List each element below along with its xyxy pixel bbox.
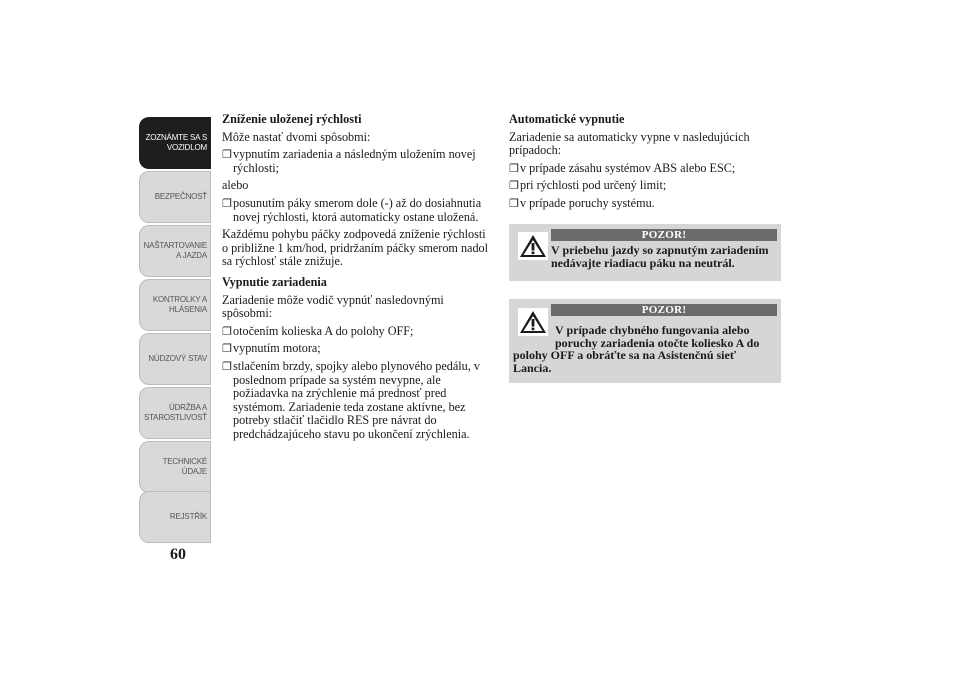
list-item-text: vypnutím zariadenia a následným uložením novej rýchlosti;	[233, 147, 476, 175]
page-number: 60	[170, 546, 186, 563]
warning-line: poruchy zariadenia otočte koliesko A do	[555, 335, 760, 350]
tab-label: ÚDRŽBA A STAROSTLIVOSŤ	[143, 403, 207, 422]
list-item-text: v prípade zásahu systémov ABS alebo ESC;	[520, 160, 736, 175]
checkbox-bullet-icon: ❐	[509, 197, 519, 210]
list-item	[222, 197, 494, 224]
checkbox-bullet-icon: ❐	[509, 180, 519, 193]
warning-box	[509, 224, 781, 281]
warning-triangle-icon	[518, 232, 548, 260]
tab-nastartovanie-a-jazda[interactable]	[139, 225, 211, 277]
list-item-text: vypnutím motora;	[233, 341, 321, 356]
tab-label: REJSTŘÍK	[169, 512, 207, 521]
warning-line: V prípade chybného fungovania alebo	[555, 323, 750, 337]
list-item	[222, 342, 494, 356]
warning-box	[509, 299, 781, 383]
tab-label: BEZPEČNOSŤ	[154, 192, 207, 201]
right-column	[509, 113, 781, 215]
checkbox-bullet-icon: ❐	[222, 360, 232, 373]
warning-line: polohy OFF a obráťte sa na Asistenčnú sieť Lancia.	[513, 348, 737, 375]
tab-label: NÚDZOVÝ STAV	[148, 354, 207, 363]
list-item-text: stlačením brzdy, spojky alebo plynového pedálu, v poslednom prípade sa systém nevypne, ale požiadavka na zrýchlenie má prednosť pred systémom. Zariadenie teda zostane aktívne, bez potreby stlačiť tlačidlo RES pre návrat do predchádzajúceho stavu po ukončení zrýchlenia.	[233, 358, 480, 441]
list-item	[509, 162, 781, 176]
list-item	[509, 179, 781, 193]
warning-text	[513, 324, 775, 374]
section-heading: Automatické vypnutie	[509, 112, 625, 126]
section-heading: Zníženie uloženej rýchlosti	[222, 112, 362, 126]
tab-rejstrik[interactable]	[139, 491, 211, 543]
tab-label: TECHNICKÉ ÚDAJE	[162, 457, 207, 476]
left-column	[222, 113, 494, 445]
paragraph: Zariadenie sa automaticky vypne v nasledujúcich prípadoch:	[509, 129, 750, 158]
list-item	[509, 197, 781, 211]
checkbox-bullet-icon: ❐	[222, 197, 232, 210]
tab-bezpecnost[interactable]	[139, 171, 211, 223]
tab-udrzba-a-starostlivost[interactable]	[139, 387, 211, 439]
paragraph: Každému pohybu páčky zodpovedá zníženie rýchlosti o približne 1 km/hod, pridržaním páčky smerom nadol sa rýchlosť stále znižuje.	[222, 227, 489, 269]
tab-label: KONTROLKY A HLÁSENIA	[152, 295, 207, 314]
list-item	[222, 148, 494, 175]
warning-title: POZOR!	[551, 229, 777, 241]
list-item-text: posunutím páky smerom dole (-) až do dosiahnutia novej rýchlosti, ktorá automaticky ostane uložená.	[233, 195, 482, 224]
warning-text: V priebehu jazdy so zapnutým zariadením nedávajte riadiacu páku na neutrál.	[551, 243, 769, 270]
list-item	[222, 360, 494, 442]
checkbox-bullet-icon: ❐	[509, 162, 519, 175]
tab-kontrolky-a-hlasenia[interactable]	[139, 279, 211, 331]
tab-technicke-udaje[interactable]	[139, 441, 211, 493]
warning-title: POZOR!	[551, 304, 777, 316]
list-item	[222, 325, 494, 339]
paragraph: alebo	[222, 178, 249, 193]
paragraph: Zariadenie môže vodič vypnúť nasledovnými spôsobmi:	[222, 292, 444, 321]
tab-zoznamte-sa-s-vozidlom[interactable]	[139, 117, 211, 169]
tab-label: ZOZNÁMTE SA S VOZIDLOM	[145, 133, 207, 152]
section-heading: Vypnutie zariadenia	[222, 274, 327, 289]
tab-nudzovy-stav[interactable]	[139, 333, 211, 385]
list-item-text: pri rýchlosti pod určený limit;	[520, 178, 667, 193]
paragraph: Môže nastať dvomi spôsobmi:	[222, 129, 371, 144]
checkbox-bullet-icon: ❐	[222, 149, 232, 162]
tab-label: NAŠTARTOVANIE A JAZDA	[143, 241, 207, 260]
checkbox-bullet-icon: ❐	[222, 325, 232, 338]
list-item-text: v prípade poruchy systému.	[520, 195, 655, 210]
list-item-text: otočením kolieska A do polohy OFF;	[233, 323, 414, 338]
checkbox-bullet-icon: ❐	[222, 343, 232, 356]
